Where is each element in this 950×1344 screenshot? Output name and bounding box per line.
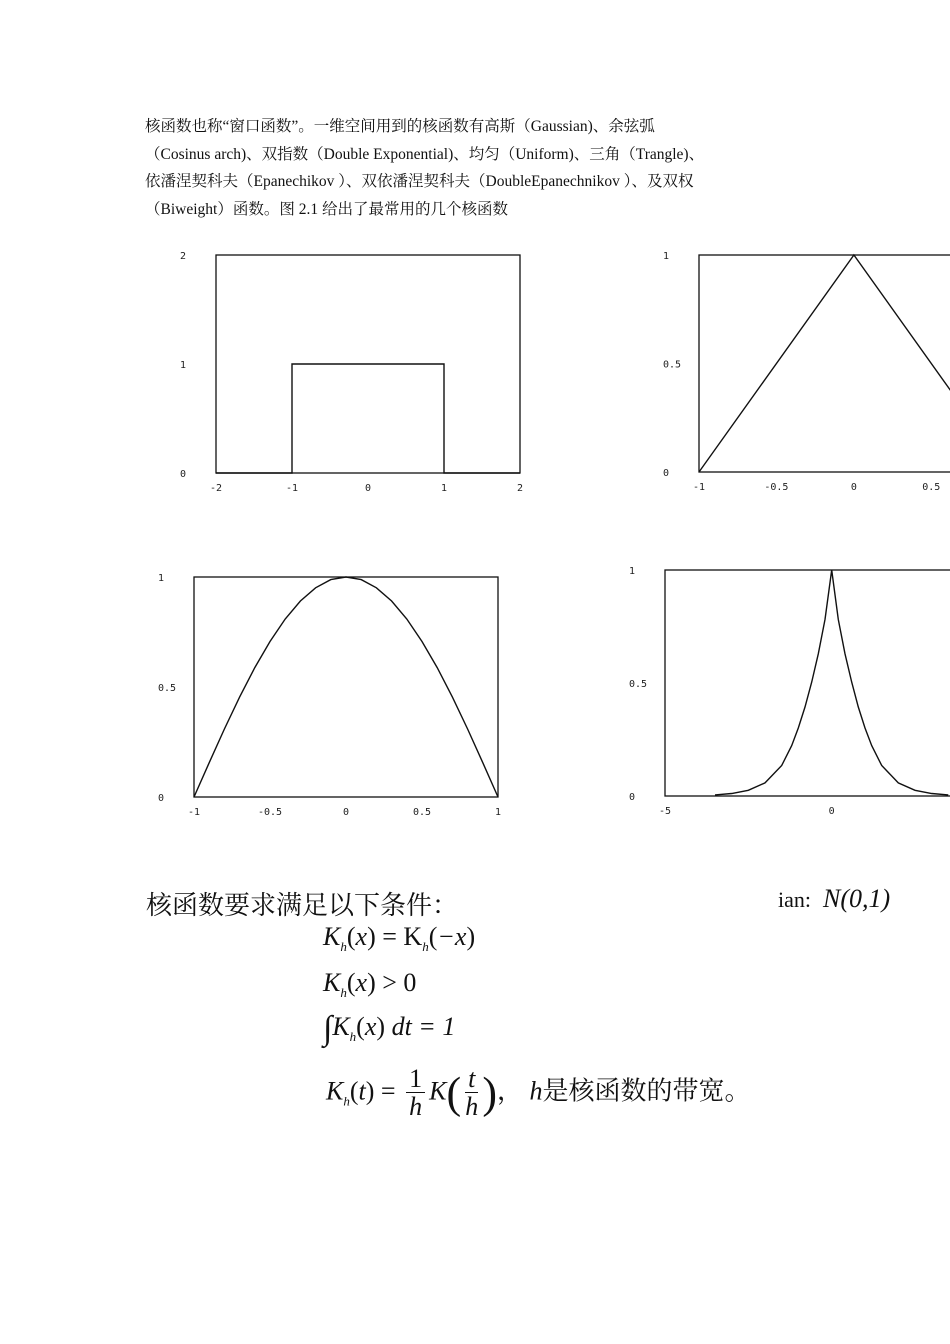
x-tick-label: 0	[828, 806, 835, 817]
plot-frame	[699, 255, 950, 472]
uniform-kernel-chart	[160, 245, 540, 510]
y-tick-label: 0.5	[663, 359, 682, 371]
x-tick-label: -1	[285, 483, 299, 494]
conditions-title: 核函数要求满足以下条件：	[146, 891, 459, 920]
paragraph-line: 核函数也称“窗口函数”。一维空间用到的核函数有高斯（Gaussian)、余弦弧	[145, 118, 655, 135]
x-tick-label: -0.5	[764, 482, 789, 493]
x-tick-label: 0.5	[412, 807, 432, 818]
y-tick-label: 0	[158, 793, 165, 804]
paragraph-line: （Biweight）函数。图 2.1 给出了最常用的几个核函数	[145, 200, 508, 218]
x-tick-label: 0.5	[922, 482, 941, 493]
plot-frame	[194, 577, 498, 797]
kernel-curve	[194, 577, 498, 797]
x-tick-label: 0	[850, 482, 857, 493]
gaussian-note-prefix: ian:	[778, 887, 811, 912]
y-tick-label: 0.5	[158, 683, 177, 694]
double-exponential-kernel-chart	[610, 560, 950, 830]
y-tick-label: 1	[180, 360, 187, 371]
x-tick-label: -2	[209, 483, 223, 494]
gaussian-note	[778, 884, 890, 914]
paragraph-line: （Cosinus arch)、双指数（Double Exponential)、均匀（Uniform)、三角（Trangle)、	[145, 145, 705, 163]
y-tick-label: 0	[663, 468, 670, 479]
paragraph-line: 依潘涅契科夫（Epanechikov ）、双依潘涅契科夫（DoubleEpanechnikov ）、及双权	[145, 173, 694, 190]
intro-paragraph	[145, 113, 815, 223]
x-tick-label: -1	[692, 482, 706, 493]
x-tick-label: -0.5	[257, 807, 283, 818]
x-tick-label: 1	[494, 807, 502, 818]
kernel-curve	[715, 570, 948, 795]
fraction-t-over-h: $\frac{t}{h}$	[465, 1064, 479, 1121]
formula-symmetry: $K_h(x) = K_h(-x)$	[323, 922, 476, 955]
formula-positive: $K_h(x) > 0$	[323, 968, 417, 1001]
y-tick-label: 1	[158, 573, 165, 584]
y-tick-label: 2	[180, 251, 187, 262]
x-tick-label: -1	[187, 807, 201, 818]
kernel-curve	[699, 255, 950, 472]
x-tick-label: 0	[342, 807, 350, 818]
triangle-kernel-chart	[640, 245, 950, 510]
x-tick-label: 1	[440, 483, 448, 494]
y-tick-label: 0	[180, 469, 187, 480]
formula-integral: $\int K_h(x)$ dt = 1	[323, 1010, 456, 1047]
y-tick-label: 0	[629, 792, 636, 803]
cosinus-arch-kernel-chart	[140, 565, 510, 830]
fraction-1-over-h: $\frac{1}{h}$	[406, 1066, 425, 1121]
y-tick-label: 0.5	[629, 679, 648, 690]
plot-frame	[665, 570, 950, 796]
y-tick-label: 1	[629, 566, 636, 577]
kernel-curve	[216, 364, 520, 473]
formula-bandwidth: $K_h(t)$ = $\frac{1}{h}$ K( $\frac{t}{h}$ )， h是核函数的带宽。	[326, 1064, 751, 1121]
x-tick-label: 2	[516, 483, 524, 494]
y-tick-label: 1	[663, 251, 670, 262]
x-tick-label: -5	[658, 806, 672, 817]
x-tick-label: 0	[364, 483, 372, 494]
gaussian-note-formula: N(0,1)	[823, 884, 891, 913]
